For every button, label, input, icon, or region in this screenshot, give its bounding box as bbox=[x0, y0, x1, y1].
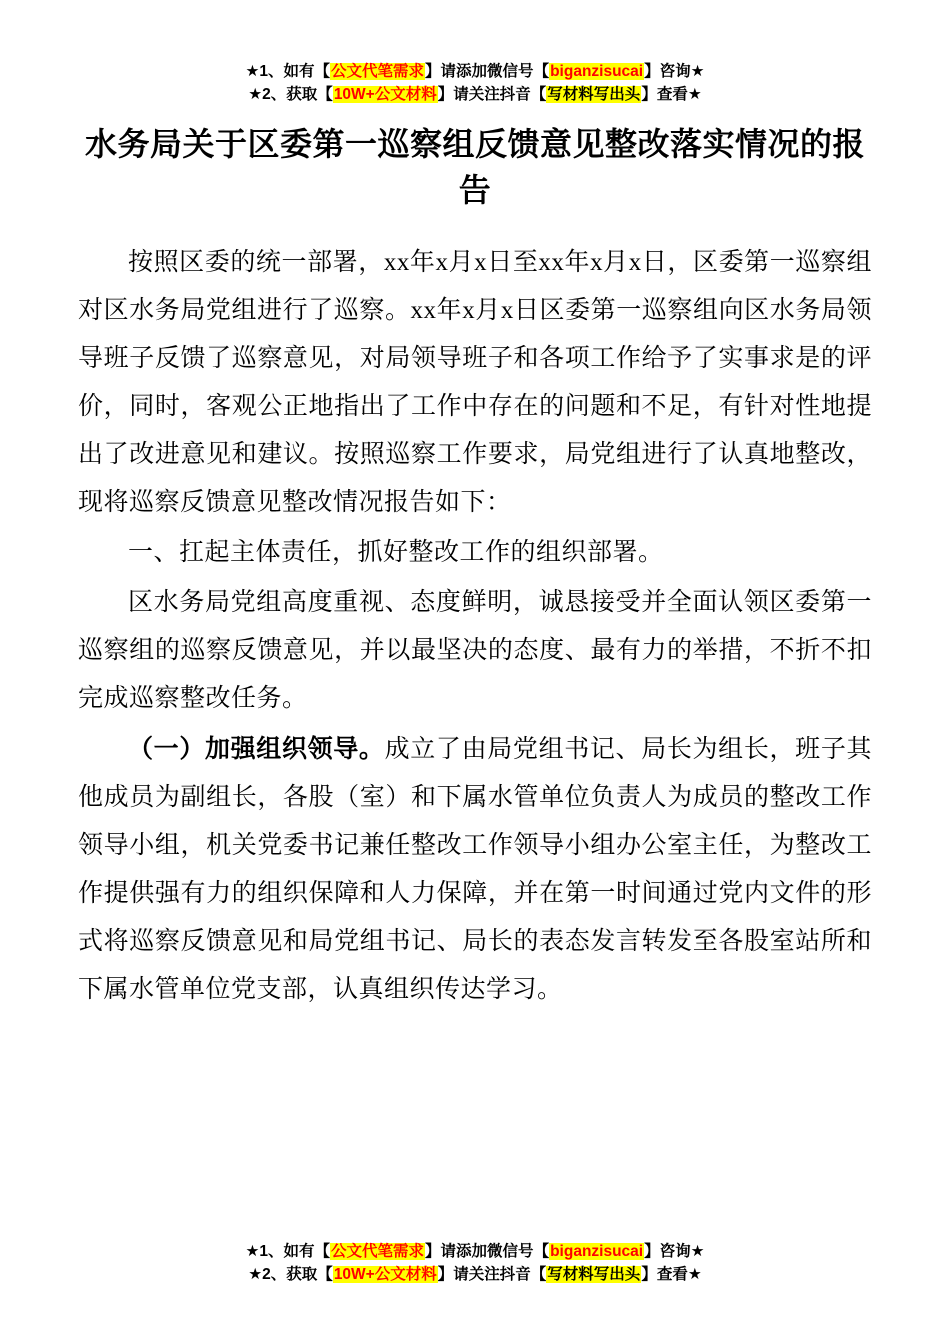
promo-bottom-line-2-bracket-close: 】 bbox=[437, 1265, 454, 1283]
promo-line-2-bracket-open: 【 bbox=[317, 86, 333, 104]
promo-bottom-line-2-mid: 请关注抖音 bbox=[453, 1265, 531, 1283]
promo-bottom-line-1-pre: ★1、如有 bbox=[245, 1242, 315, 1260]
promo-bottom-line-1-bracket-close: 】 bbox=[425, 1242, 441, 1260]
promo-line-2 bbox=[78, 83, 872, 106]
promo-line-1-mid: 请添加微信号 bbox=[440, 63, 534, 80]
promo-line-1-pre: ★1、如有 bbox=[245, 63, 315, 80]
promo-line-2-highlight-2: 写材料写出头 bbox=[547, 86, 641, 104]
promo-bottom-line-1 bbox=[78, 1240, 872, 1263]
promo-bottom-line-2 bbox=[78, 1263, 872, 1286]
promo-line-2-bracket-open-2: 【 bbox=[530, 86, 547, 104]
paragraph-subsection-1 bbox=[78, 725, 872, 1014]
promo-line-2-highlight: 10W+公文材料 bbox=[333, 86, 437, 104]
promo-bottom-line-1-highlight-2: biganzisucai bbox=[550, 1242, 644, 1260]
promo-line-1-bracket-close: 】 bbox=[425, 63, 441, 80]
paragraph-intro: 按照区委的统一部署，xx年x月x日至xx年x月x日，区委第一巡察组对区水务局党组进行了巡察。xx年x月x日区委第一巡察组向区水务局领导班子反馈了巡察意见，对局领导班子和各项工作给予了实事求是的评价，同时，客观公正地指出了工作中存在的问题和不足，有针对性地提出了改进意见和建议。按照巡察工作要求，局党组进行了认真地整改，现将巡察反馈意见整改情况报告如下： bbox=[78, 249, 872, 517]
subsection-body-1: 成立了由局党组书记、局长为组长，班子其他成员为副组长，各股（室）和下属水管单位负责人为成员的整改工作领导小组，机关党委书记兼任整改工作领导小组办公室主任，为整改工作提供强有力的组织保障和人力保障，并在第一时间通过党内文件的形式将巡察反馈意见和局党组书记、局长的表态发言转发至各股室站所和下属水管单位党支部，认真组织传达学习。 bbox=[78, 736, 872, 1004]
promo-line-1-highlight: 公文代笔需求 bbox=[331, 63, 425, 80]
promo-bottom-line-2-highlight: 10W+公文材料 bbox=[333, 1265, 437, 1283]
promo-line-1-bracket-open: 【 bbox=[314, 63, 331, 80]
promo-line-2-pre: ★2、获取 bbox=[248, 86, 318, 104]
promo-bottom-line-1-bracket-open-2: 【 bbox=[533, 1242, 550, 1260]
promo-bottom-line-2-highlight-2: 写材料写出头 bbox=[547, 1265, 641, 1283]
promo-banner-top bbox=[78, 60, 872, 107]
promo-banner-bottom bbox=[78, 1240, 872, 1287]
promo-bottom-line-1-highlight: 公文代笔需求 bbox=[331, 1242, 425, 1260]
promo-bottom-line-2-pre: ★2、获取 bbox=[248, 1265, 318, 1283]
promo-line-2-mid: 请关注抖音 bbox=[453, 86, 531, 104]
promo-bottom-line-2-bracket-open: 【 bbox=[317, 1265, 333, 1283]
document-title: 水务局关于区委第一巡察组反馈意见整改落实情况的报告 bbox=[84, 125, 865, 208]
promo-line-1-bracket-close-2: 】 bbox=[644, 63, 660, 80]
promo-bottom-line-1-bracket-open: 【 bbox=[314, 1242, 331, 1260]
promo-line-2-post: 查看★ bbox=[656, 86, 702, 104]
promo-bottom-line-1-mid: 请添加微信号 bbox=[440, 1242, 534, 1260]
promo-bottom-line-2-bracket-open-2: 【 bbox=[530, 1265, 547, 1283]
promo-line-1-bracket-open-2: 【 bbox=[533, 63, 550, 80]
promo-line-2-bracket-close: 】 bbox=[437, 86, 454, 104]
paragraph-section-heading-1: 一、扛起主体责任，抓好整改工作的组织部署。 bbox=[128, 539, 664, 567]
promo-bottom-line-2-bracket-close-2: 】 bbox=[641, 1265, 657, 1283]
promo-bottom-line-2-post: 查看★ bbox=[656, 1265, 702, 1283]
promo-line-1 bbox=[78, 60, 872, 83]
promo-line-1-highlight-2: biganzisucai bbox=[550, 63, 644, 80]
promo-bottom-line-1-post: 咨询★ bbox=[659, 1242, 705, 1260]
promo-line-2-bracket-close-2: 】 bbox=[641, 86, 657, 104]
subsection-lead-1: （一）加强组织领导。 bbox=[128, 735, 385, 764]
promo-line-1-post: 咨询★ bbox=[659, 63, 705, 80]
promo-bottom-line-1-bracket-close-2: 】 bbox=[644, 1242, 660, 1260]
paragraph-body-1: 区水务局党组高度重视、态度鲜明，诚恳接受并全面认领区委第一巡察组的巡察反馈意见，并以最坚决的态度、最有力的举措，不折不扣完成巡察整改任务。 bbox=[78, 589, 872, 713]
